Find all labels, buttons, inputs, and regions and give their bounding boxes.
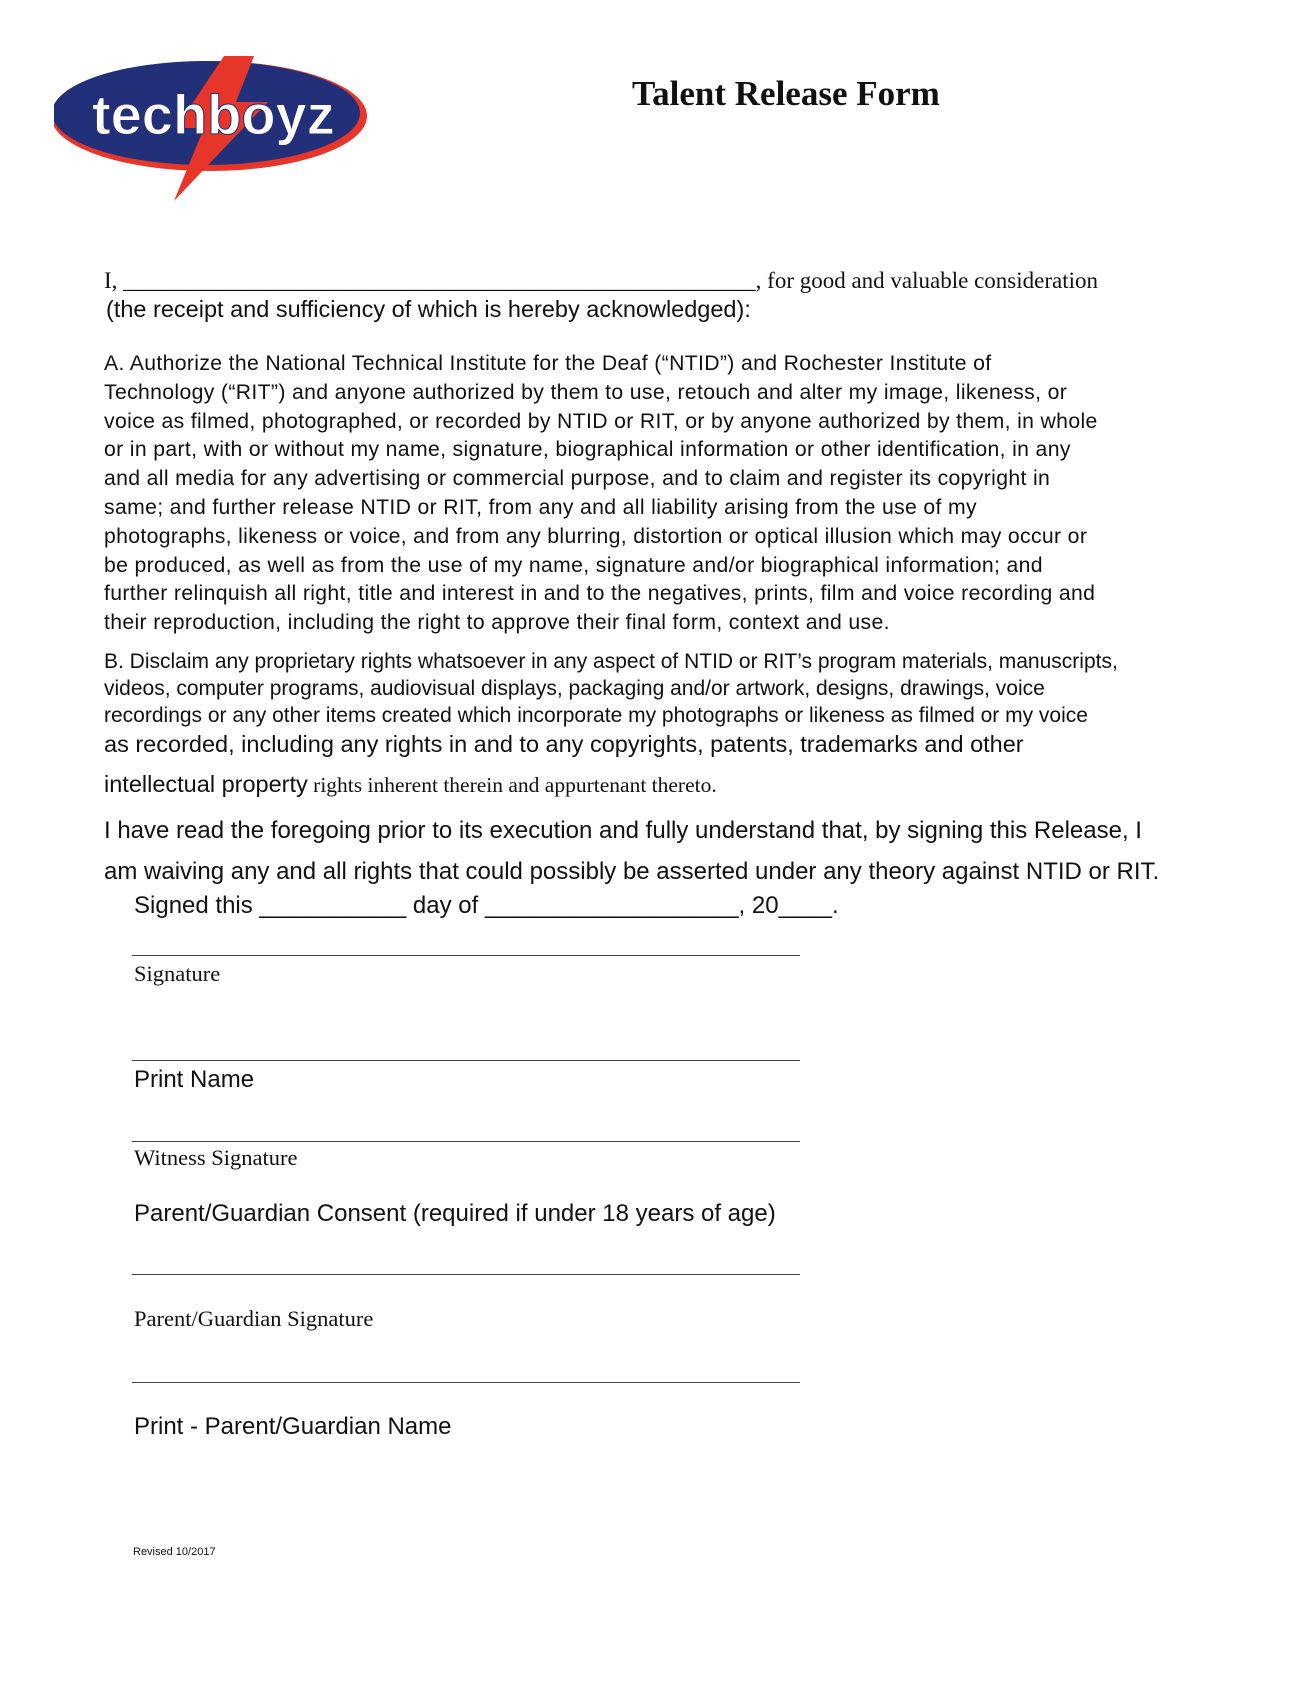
section-a-line: or in part, with or without my name, signature, biographical information or other identification, in any <box>104 438 1071 462</box>
section-b-paragraph <box>104 648 1244 811</box>
revision-note: Revised 10/2017 <box>133 1546 216 1558</box>
section-b-line-final <box>104 771 1244 811</box>
section-b-line: as recorded, including any rights in and to any copyrights, patents, trademarks and other <box>104 731 1024 757</box>
section-a-line: and all media for any advertising or commercial purpose, and to claim and register its copyright in <box>104 467 1051 491</box>
signed-date-line[interactable]: Signed this ___________ day of ___________________, 20____. <box>134 892 839 919</box>
print-name-field[interactable] <box>132 1060 800 1061</box>
section-a-line: A. Authorize the National Technical Institute for the Deaf (“NTID”) and Rochester Institute of <box>104 352 992 375</box>
name-consideration-line[interactable]: I, _______________________________________________________, for good and valuable consideration <box>104 268 1098 293</box>
section-b-line-start: intellectual property <box>104 771 308 797</box>
section-b-line: recordings or any other items created which incorporate my photographs or likeness as filmed or my voice <box>104 704 1088 727</box>
acknowledgement-clause: (the receipt and sufficiency of which is hereby acknowledged): <box>106 296 751 322</box>
parent-print-name-field[interactable] <box>132 1382 800 1383</box>
parent-signature-label: Parent/Guardian Signature <box>134 1306 374 1331</box>
logo-text: techboyz <box>92 83 335 146</box>
acknowledgement-line: I have read the foregoing prior to its execution and fully understand that, by signing this Release, I <box>104 817 1142 844</box>
print-name-label: Print Name <box>134 1066 255 1093</box>
section-a-line: same; and further release NTID or RIT, from any and all liability arising from the use of my <box>104 495 977 519</box>
witness-signature-label: Witness Signature <box>134 1145 298 1170</box>
acknowledgement-line: am waiving any and all rights that could possibly be asserted under any theory against NTID or RIT. <box>104 858 1160 885</box>
signature-field[interactable] <box>132 955 800 956</box>
witness-signature-field[interactable] <box>132 1141 800 1142</box>
section-a-line: photographs, likeness or voice, and from any blurring, distortion or optical illusion which may occur or <box>104 524 1088 548</box>
section-a-line: Technology (“RIT”) and anyone authorized by them to use, retouch and alter my image, likeness, or <box>104 380 1068 404</box>
parent-signature-field[interactable] <box>132 1274 800 1275</box>
section-b-line-end: rights inherent therein and appurtenant thereto. <box>307 773 717 797</box>
section-a-line: further relinquish all right, title and interest in and to the negatives, prints, film and voice recording and <box>104 582 1096 606</box>
page-title: Talent Release Form <box>632 74 940 113</box>
section-a-line: their reproduction, including the right to approve their final form, context and use. <box>104 611 890 635</box>
acknowledgement-paragraph <box>104 810 1159 892</box>
section-b-line: B. Disclaim any proprietary rights whatsoever in any aspect of NTID or RIT’s program materials, manuscripts, <box>104 650 1118 673</box>
parent-print-name-label: Print - Parent/Guardian Name <box>134 1413 452 1440</box>
section-a-line: voice as filmed, photographed, or recorded by NTID or RIT, or by anyone authorized by them, in whole <box>104 409 1098 433</box>
section-a-line: be produced, as well as from the use of my name, signature and/or biographical information; and <box>104 553 1043 577</box>
signature-label: Signature <box>134 961 221 986</box>
techboyz-logo <box>54 56 374 201</box>
parent-consent-label: Parent/Guardian Consent (required if under 18 years of age) <box>134 1200 776 1227</box>
section-b-line: videos, computer programs, audiovisual displays, packaging and/or artwork, designs, drawings, voice <box>104 677 1045 700</box>
section-a-paragraph <box>104 350 1234 638</box>
